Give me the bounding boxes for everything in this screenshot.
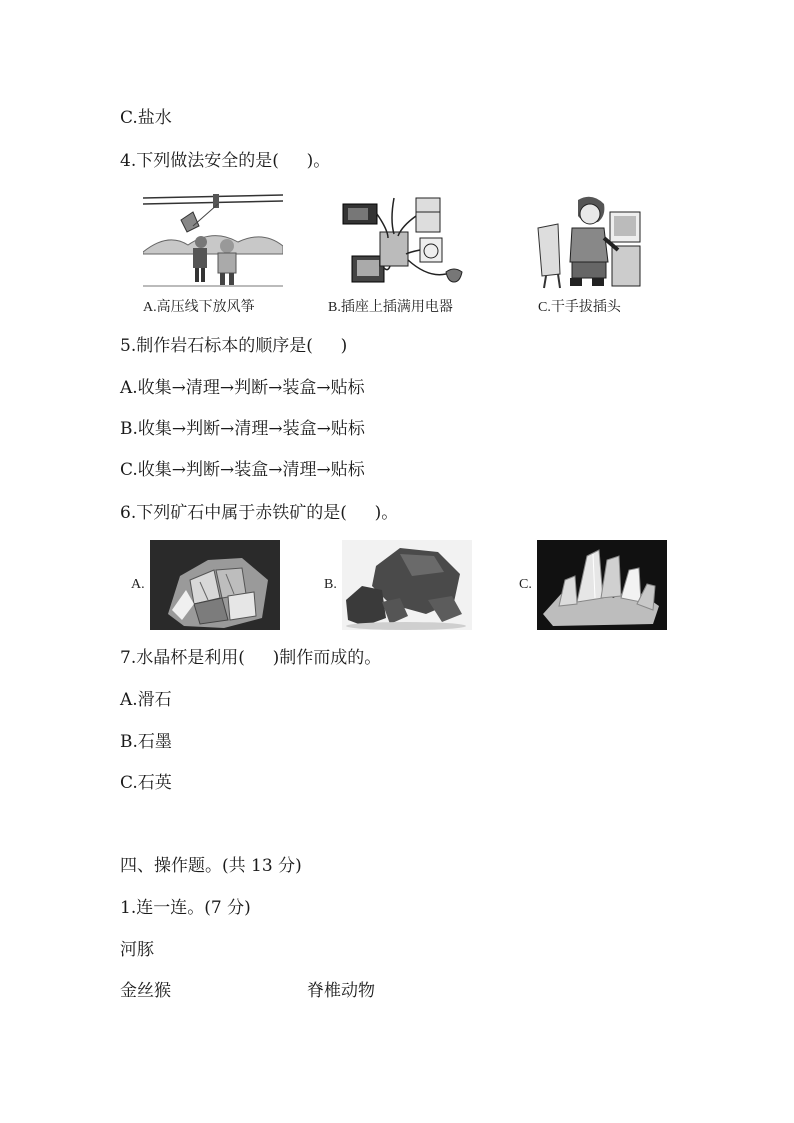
hematite-mineral-photo	[342, 540, 472, 630]
q7-option-b: B.石墨	[120, 732, 172, 752]
pyrite-mineral-photo	[150, 540, 280, 630]
q4-figure-b	[328, 190, 478, 315]
q6-letter-c: C.	[519, 577, 532, 592]
quartz-crystal-photo	[537, 540, 667, 630]
q6-photo-b	[342, 540, 472, 630]
q6-photo-c	[537, 540, 667, 630]
dry-hand-unplug-illustration	[532, 190, 642, 290]
q4-stem: 4.下列做法安全的是( )。	[120, 151, 331, 171]
q7-stem: 7.水晶杯是利用( )制作而成的。	[120, 648, 382, 668]
q6-letter-a: A.	[131, 577, 145, 592]
q7-option-a: A.滑石	[120, 690, 172, 710]
overloaded-socket-illustration	[328, 190, 478, 290]
q6-figures	[0, 540, 794, 632]
q3-option-c: C.盐水	[120, 108, 172, 128]
q4-figures	[0, 190, 794, 320]
q5-stem: 5.制作岩石标本的顺序是( )	[120, 336, 348, 356]
q4-caption-c: C.干手拔插头	[538, 300, 621, 315]
q6-photo-a	[150, 540, 280, 630]
q6-letter-b: B.	[324, 577, 337, 592]
kite-powerline-illustration	[143, 190, 283, 290]
match-right-item: 脊椎动物	[307, 981, 375, 1001]
q5-option-b: B.收集→判断→清理→装盒→贴标	[120, 419, 365, 439]
q5-option-c: C.收集→判断→装盒→清理→贴标	[120, 460, 365, 480]
match-left-item: 河豚	[120, 940, 154, 960]
q4-caption-a: A.高压线下放风筝	[143, 300, 255, 315]
q7-option-c: C.石英	[120, 773, 172, 793]
q4-figure-a	[143, 190, 283, 315]
section4-q1-stem: 1.连一连。(7 分)	[120, 898, 251, 918]
match-left-item: 金丝猴	[120, 981, 171, 1001]
q4-figure-c	[532, 190, 642, 315]
q5-option-a: A.收集→清理→判断→装盒→贴标	[120, 378, 365, 398]
q6-stem: 6.下列矿石中属于赤铁矿的是( )。	[120, 503, 399, 523]
section4-title: 四、操作题。(共 13 分)	[120, 856, 302, 876]
q4-caption-b: B.插座上插满用电器	[328, 300, 453, 315]
